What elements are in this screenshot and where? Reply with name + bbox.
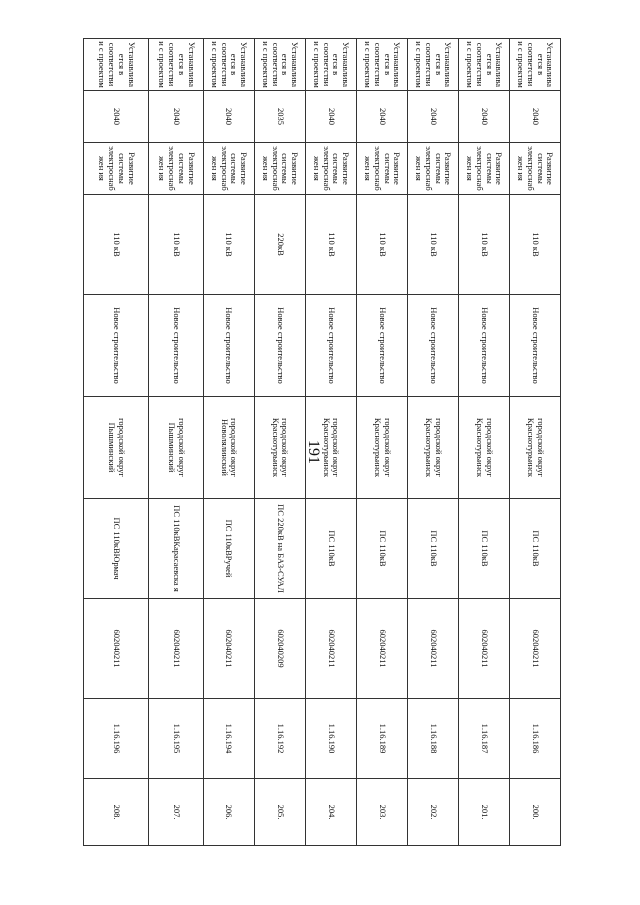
item-code-cell: 1.16.195: [149, 699, 203, 779]
construction-type-cell: Новое строительство: [509, 295, 560, 397]
purpose-cell: Развитие системы электроснабжен ия: [84, 143, 149, 195]
oktmo-code-cell: 602040211: [407, 599, 458, 699]
year-cell: 2040: [149, 91, 203, 143]
year-cell: 2040: [84, 91, 149, 143]
item-code-cell: 1.16.189: [356, 699, 407, 779]
year-cell: 2035: [254, 91, 305, 143]
note-cell: Устанавливается в соответствии с проектом: [305, 39, 356, 91]
object-name-cell: ПС 110кВЮрмач: [84, 499, 149, 599]
table-row: [254, 39, 305, 846]
territory-cell: городской округ Краснотурьинск: [458, 397, 509, 499]
row-number-cell: 201.: [458, 779, 509, 846]
territory-cell: городской округ Новолялинский: [203, 397, 254, 499]
page-number: 191: [305, 440, 322, 464]
purpose-cell: Развитие системы электроснабжен ия: [305, 143, 356, 195]
voltage-cell: 110 кВ: [407, 195, 458, 295]
note-cell: Устанавливается в соответствии с проектом: [254, 39, 305, 91]
object-name-cell: ПС 110кВРучей: [203, 499, 254, 599]
construction-type-cell: Новое строительство: [356, 295, 407, 397]
note-cell: Устанавливается в соответствии с проектом: [203, 39, 254, 91]
voltage-cell: 220кВ: [254, 195, 305, 295]
note-cell: Устанавливается в соответствии с проектом: [458, 39, 509, 91]
territory-cell: городской округ Краснотурьинск: [305, 397, 356, 499]
row-number-cell: 204.: [305, 779, 356, 846]
voltage-cell: 110 кВ: [305, 195, 356, 295]
object-name-cell: ПС 110кВ: [509, 499, 560, 599]
item-code-cell: 1.16.186: [509, 699, 560, 779]
note-cell: Устанавливается в соответствии с проектом: [509, 39, 560, 91]
object-name-cell: ПС 110кВ: [407, 499, 458, 599]
note-cell: Устанавливается в соответствии с проектом: [356, 39, 407, 91]
purpose-cell: Развитие системы электроснабжен ия: [458, 143, 509, 195]
oktmo-code-cell: 602040209: [254, 599, 305, 699]
table-row: [84, 39, 149, 846]
territory-cell: городской округ Пышминский: [149, 397, 203, 499]
oktmo-code-cell: 602040211: [149, 599, 203, 699]
table-row: [149, 39, 203, 846]
year-cell: 2040: [458, 91, 509, 143]
territory-cell: городской округ Краснотурьинск: [407, 397, 458, 499]
table-row: [458, 39, 509, 846]
object-name-cell: ПС 220кВ на БАЗ-СУАЛ: [254, 499, 305, 599]
table-row: [203, 39, 254, 846]
item-code-cell: 1.16.192: [254, 699, 305, 779]
table-row: [305, 39, 356, 846]
purpose-cell: Развитие системы электроснабжен ия: [407, 143, 458, 195]
oktmo-code-cell: 602040211: [84, 599, 149, 699]
voltage-cell: 110 кВ: [203, 195, 254, 295]
data-table: [83, 38, 561, 846]
year-cell: 2040: [305, 91, 356, 143]
table-row: [509, 39, 560, 846]
territory-cell: городской округ Краснотурьинск: [356, 397, 407, 499]
territory-cell: городской округ Краснотурьинск: [509, 397, 560, 499]
row-number-cell: 202.: [407, 779, 458, 846]
year-cell: 2040: [356, 91, 407, 143]
year-cell: 2040: [203, 91, 254, 143]
row-number-cell: 203.: [356, 779, 407, 846]
note-cell: Устанавливается в соответствии с проектом: [84, 39, 149, 91]
construction-type-cell: Новое строительство: [458, 295, 509, 397]
year-cell: 2040: [407, 91, 458, 143]
construction-type-cell: Новое строительство: [149, 295, 203, 397]
year-cell: 2040: [509, 91, 560, 143]
item-code-cell: 1.16.194: [203, 699, 254, 779]
table-container: [83, 38, 561, 845]
table-row: [356, 39, 407, 846]
purpose-cell: Развитие системы электроснабжен ия: [254, 143, 305, 195]
voltage-cell: 110 кВ: [149, 195, 203, 295]
item-code-cell: 1.16.187: [458, 699, 509, 779]
row-number-cell: 205.: [254, 779, 305, 846]
oktmo-code-cell: 602040211: [203, 599, 254, 699]
object-name-cell: ПС 110кВ: [458, 499, 509, 599]
row-number-cell: 206.: [203, 779, 254, 846]
territory-cell: городской округ Краснотурьинск: [254, 397, 305, 499]
object-name-cell: ПС 110кВ: [305, 499, 356, 599]
object-name-cell: ПС 110кВ: [356, 499, 407, 599]
voltage-cell: 110 кВ: [356, 195, 407, 295]
oktmo-code-cell: 602040211: [356, 599, 407, 699]
voltage-cell: 110 кВ: [509, 195, 560, 295]
voltage-cell: 110 кВ: [458, 195, 509, 295]
item-code-cell: 1.16.196: [84, 699, 149, 779]
territory-cell: городской округ Пышминский: [84, 397, 149, 499]
voltage-cell: 110 кВ: [84, 195, 149, 295]
construction-type-cell: Новое строительство: [305, 295, 356, 397]
object-name-cell: ПС 110кВКарасаевска я: [149, 499, 203, 599]
purpose-cell: Развитие системы электроснабжен ия: [203, 143, 254, 195]
oktmo-code-cell: 602040211: [458, 599, 509, 699]
row-number-cell: 208.: [84, 779, 149, 846]
oktmo-code-cell: 602040211: [305, 599, 356, 699]
row-number-cell: 207.: [149, 779, 203, 846]
construction-type-cell: Новое строительство: [203, 295, 254, 397]
construction-type-cell: Новое строительство: [254, 295, 305, 397]
purpose-cell: Развитие системы электроснабжен ия: [356, 143, 407, 195]
purpose-cell: Развитие системы электроснабжен ия: [509, 143, 560, 195]
construction-type-cell: Новое строительство: [407, 295, 458, 397]
item-code-cell: 1.16.190: [305, 699, 356, 779]
note-cell: Устанавливается в соответствии с проектом: [149, 39, 203, 91]
table-row: [407, 39, 458, 846]
item-code-cell: 1.16.188: [407, 699, 458, 779]
note-cell: Устанавливается в соответствии с проектом: [407, 39, 458, 91]
oktmo-code-cell: 602040211: [509, 599, 560, 699]
construction-type-cell: Новое строительство: [84, 295, 149, 397]
row-number-cell: 200.: [509, 779, 560, 846]
purpose-cell: Развитие системы электроснабжен ия: [149, 143, 203, 195]
